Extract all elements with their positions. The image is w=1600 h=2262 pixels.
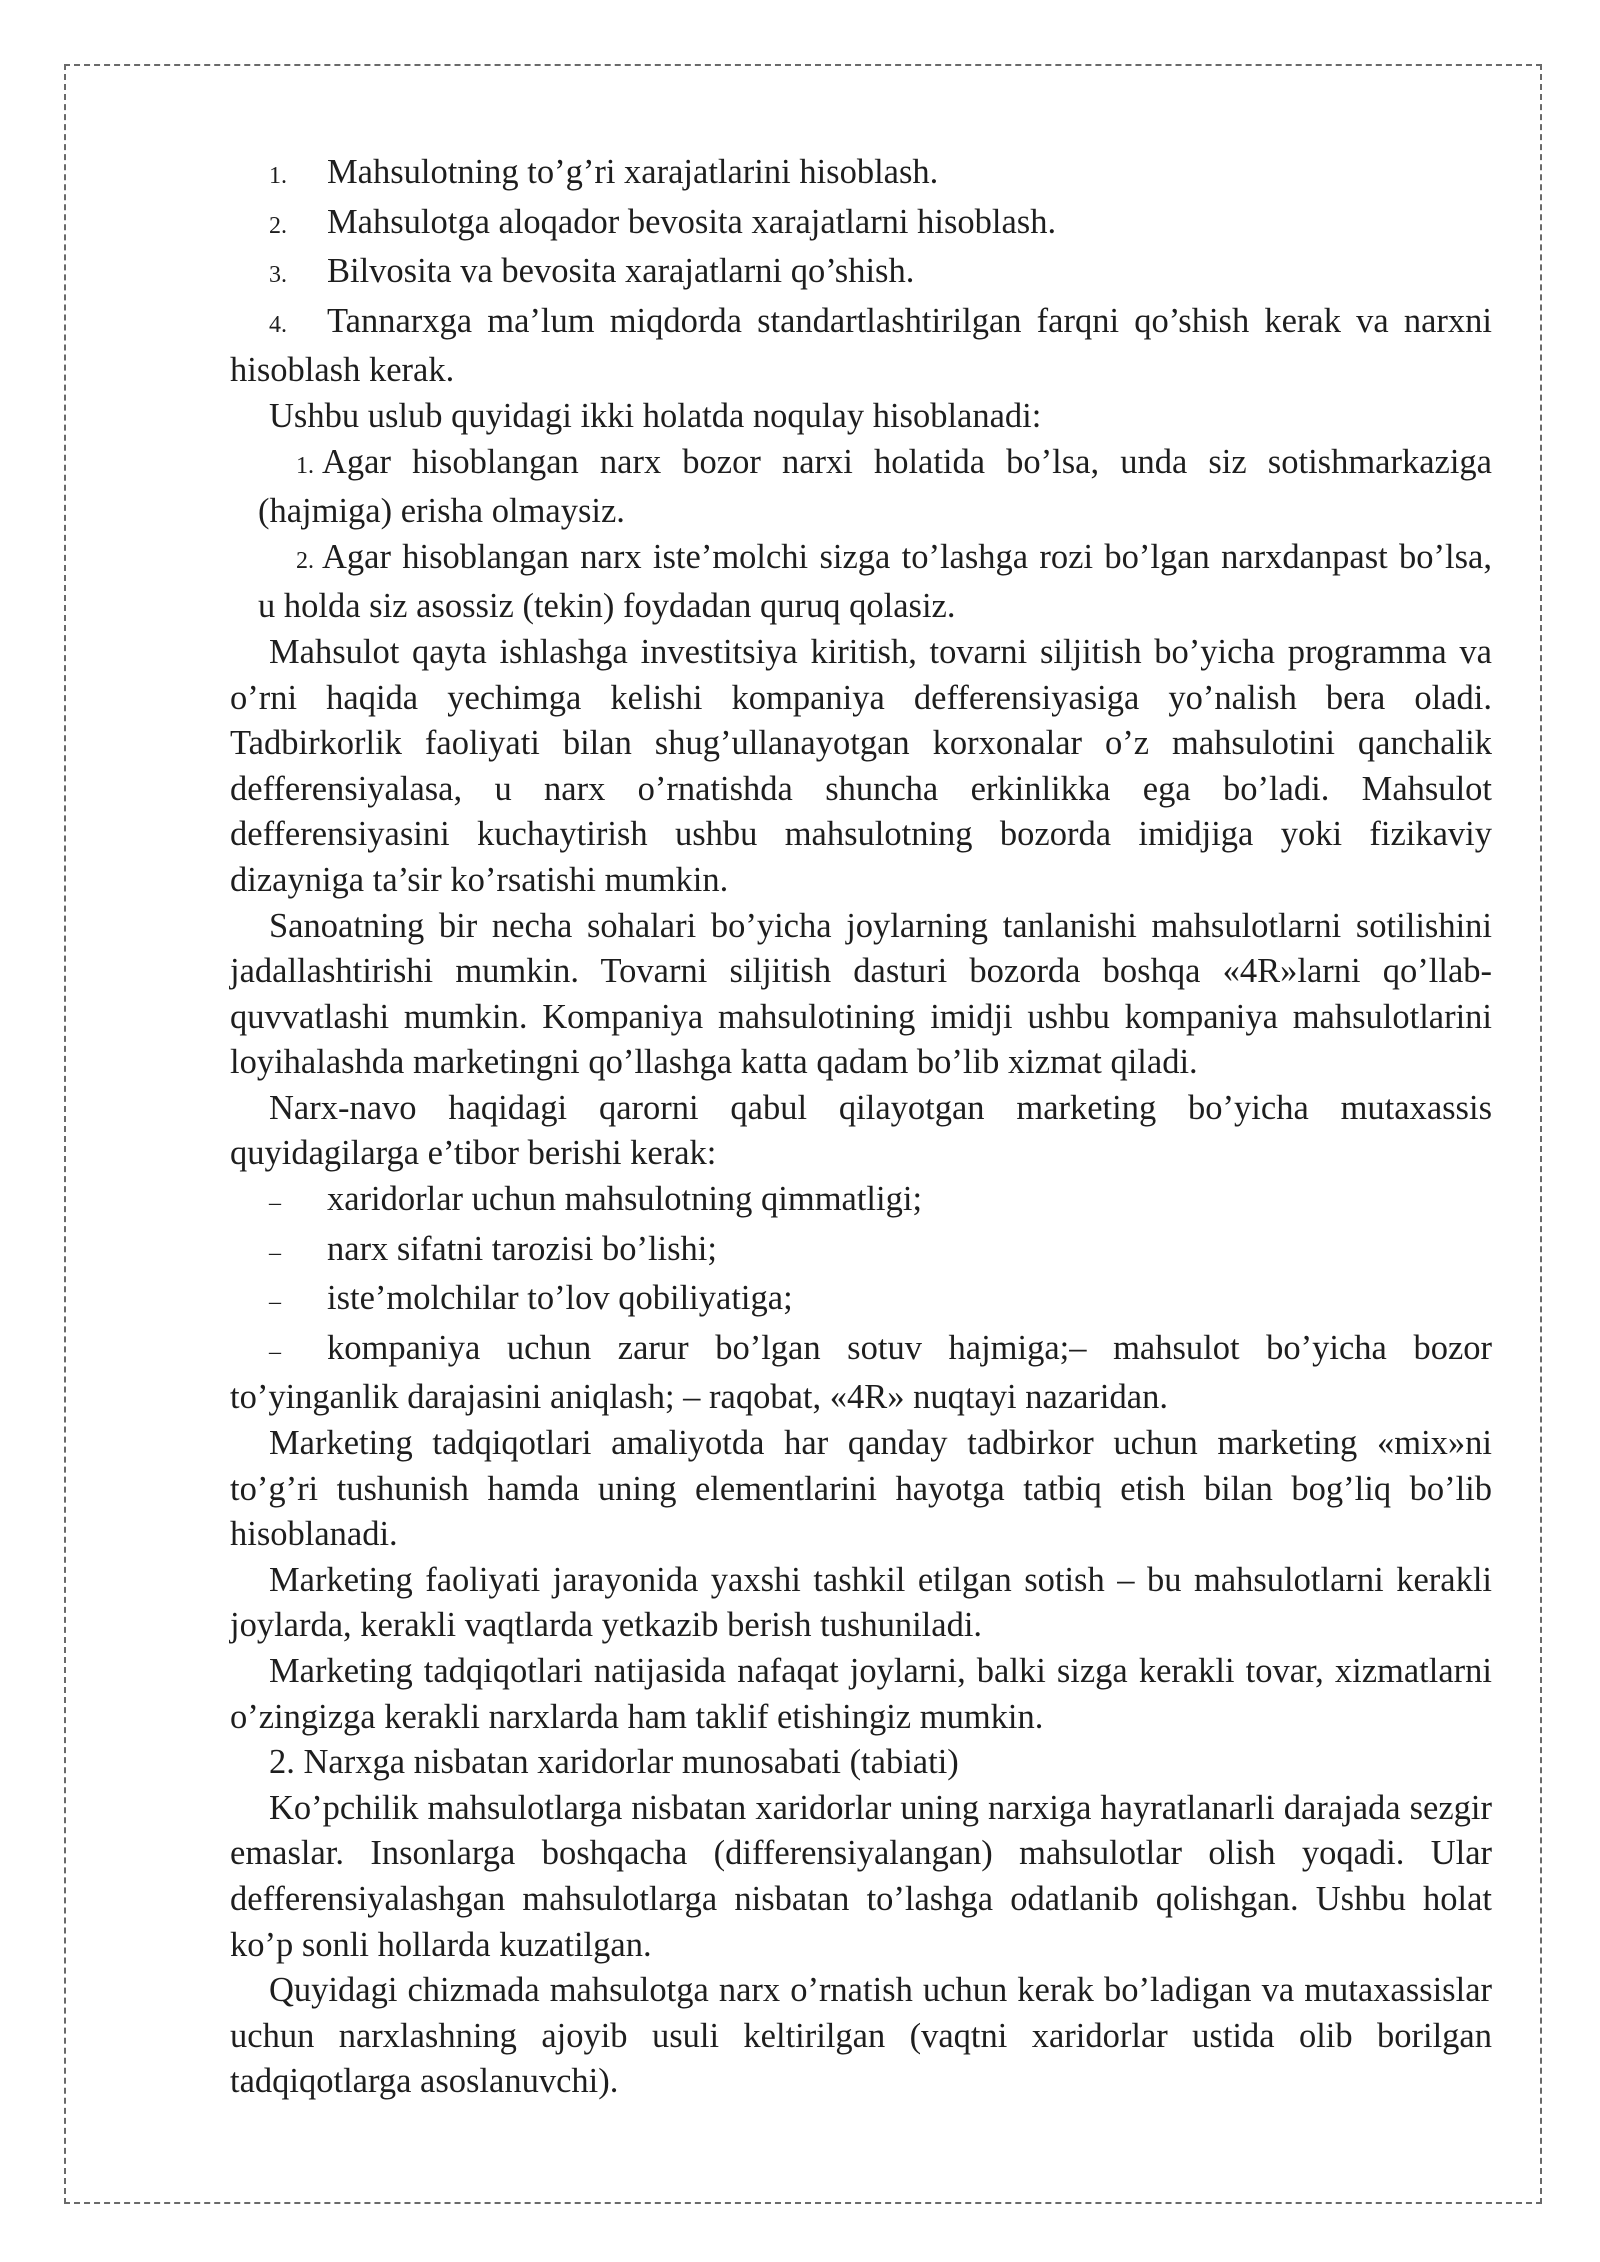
- paragraph: Marketing faoliyati jarayonida yaxshi tashkil etilgan sotish – bu mahsulotlarni kerakli joylarda, kerakli vaqtlarda yetkazib berish tushuniladi.: [230, 1560, 1492, 1645]
- list-number: 2.: [269, 212, 287, 239]
- list-text: iste’molchilar to’lov qobiliyatiga;: [327, 1279, 793, 1318]
- list-text: Agar hisoblangan narx bozor narxi holatida bo’lsa, unda siz sotishmarkaziga (hajmiga) erisha olmaysiz.: [258, 442, 1492, 531]
- document-body: [230, 150, 1492, 2105]
- list-item: [230, 150, 1492, 200]
- list-item: [230, 299, 1492, 394]
- paragraph: Marketing tadqiqotlari natijasida nafaqat joylarni, balki sizga kerakli tovar, xizmatlarni o’zingizga kerakli narxlarda ham taklif etishingiz mumkin.: [230, 1652, 1492, 1736]
- paragraph-method: Ushbu uslub quyidagi ikki holatda noqulay hisoblanadi:: [269, 396, 1042, 435]
- list-text: kompaniya uchun zarur bo’lgan sotuv hajmiga;– mahsulot bo’yicha bozor to’yinganlik darajasini aniqlash; – raqobat, «4R» nuqtayi nazaridan.: [230, 1328, 1492, 1417]
- list-item: [230, 200, 1492, 250]
- paragraph: Mahsulot qayta ishlashga investitsiya kiritish, tovarni siljitish bo’yicha programma va o’rni haqida yechimga kelishi kompaniya defferensiyasiga yo’nalish bera oladi. Tadbirkorlik faoliyati bilan shug’ullanayotgan korxonalar o’z mahsulotini qanchalik defferensiyalasa, u narx o’rnatishda shuncha erkinlikka ega bo’ladi. Mahsulot defferensiyasini kuchaytirish ushbu mahsulotning bozorda imidjiga yoki fizikaviy dizayniga ta’sir ko’rsatishi mumkin.: [230, 632, 1492, 899]
- list-number: 1.: [296, 452, 314, 479]
- dash-marker: –: [269, 1338, 281, 1365]
- list-item: [230, 440, 1492, 535]
- list-number: 1.: [269, 163, 287, 189]
- list-text: xaridorlar uchun mahsulotning qimmatligi;: [327, 1180, 923, 1219]
- paragraph: Sanoatning bir necha sohalari bo’yicha joylarning tanlanishi mahsulotlarni sotilishini jadallashtirishi mumkin. Tovarni siljitish dasturi bozorda boshqa «4R»larni qo’llab-quvvatlashi mumkin. Kompaniya mahsulotining imidji ushbu kompaniya mahsulotlarini loyihalashda marketingni qo’llashga katta qadam bo’lib xizmat qiladi.: [230, 906, 1492, 1082]
- list-text: Tannarxga ma’lum miqdorda standartlashtirilgan farqni qo’shish kerak va narxni hisoblash kerak.: [230, 301, 1492, 390]
- dash-marker: –: [269, 1289, 281, 1316]
- dash-list-item: [230, 1227, 1492, 1277]
- list-number: 4.: [269, 311, 287, 338]
- paragraph: Ko’pchilik mahsulotlarga nisbatan xaridorlar uning narxiga hayratlanarli darajada sezgir emaslar. Insonlarga boshqacha (differensiyalangan) mahsulotlar olish yoqadi. Ular defferensiyalashgan mahsulotlarga nisbatan to’lashga odatlanib qolishgan. Ushbu holat ko’p sonli hollarda kuzatilgan.: [230, 1788, 1492, 1964]
- paragraph: Quyidagi chizmada mahsulotga narx o’rnatish uchun kerak bo’ladigan va mutaxassislar uchun narxlashning ajoyib usuli keltirilgan (vaqtni xaridorlar ustida olib borilgan tadqiqotlarga asoslanuvchi).: [230, 1971, 1492, 2101]
- section-heading: 2. Narxga nisbatan xaridorlar munosabati (tabiati): [269, 1743, 959, 1782]
- dash-marker: –: [269, 1239, 281, 1266]
- dash-list-item: [230, 1326, 1492, 1421]
- list-item: [230, 535, 1492, 630]
- dash-marker: –: [269, 1190, 281, 1217]
- list-number: 3.: [269, 262, 287, 289]
- list-text: narx sifatni tarozisi bo’lishi;: [327, 1229, 717, 1268]
- paragraph: Narx-navo haqidagi qarorni qabul qilayotgan marketing bo’yicha mutaxassis quyidagilarga e’tibor berishi kerak:: [230, 1088, 1492, 1173]
- dash-list-item: [230, 1177, 1492, 1227]
- list-number: 2.: [296, 547, 314, 574]
- list-text: Bilvosita va bevosita xarajatlarni qo’shish.: [327, 252, 915, 291]
- list-item: [230, 249, 1492, 299]
- list-text: Agar hisoblangan narx iste’molchi sizga to’lashga rozi bo’lgan narxdanpast bo’lsa, u holda siz asossiz (tekin) foydadan quruq qolasiz.: [258, 537, 1492, 626]
- list-text: Mahsulotning to’g’ri xarajatlarini hisoblash.: [327, 153, 939, 191]
- dash-list-item: [230, 1276, 1492, 1326]
- paragraph: Marketing tadqiqotlari amaliyotda har qanday tadbirkor uchun marketing «mix»ni to’g’ri tushunish hamda uning elementlarini hayotga tatbiq etish bilan bog’liq bo’lib hisoblanadi.: [230, 1424, 1492, 1554]
- list-text: Mahsulotga aloqador bevosita xarajatlarni hisoblash.: [327, 202, 1057, 241]
